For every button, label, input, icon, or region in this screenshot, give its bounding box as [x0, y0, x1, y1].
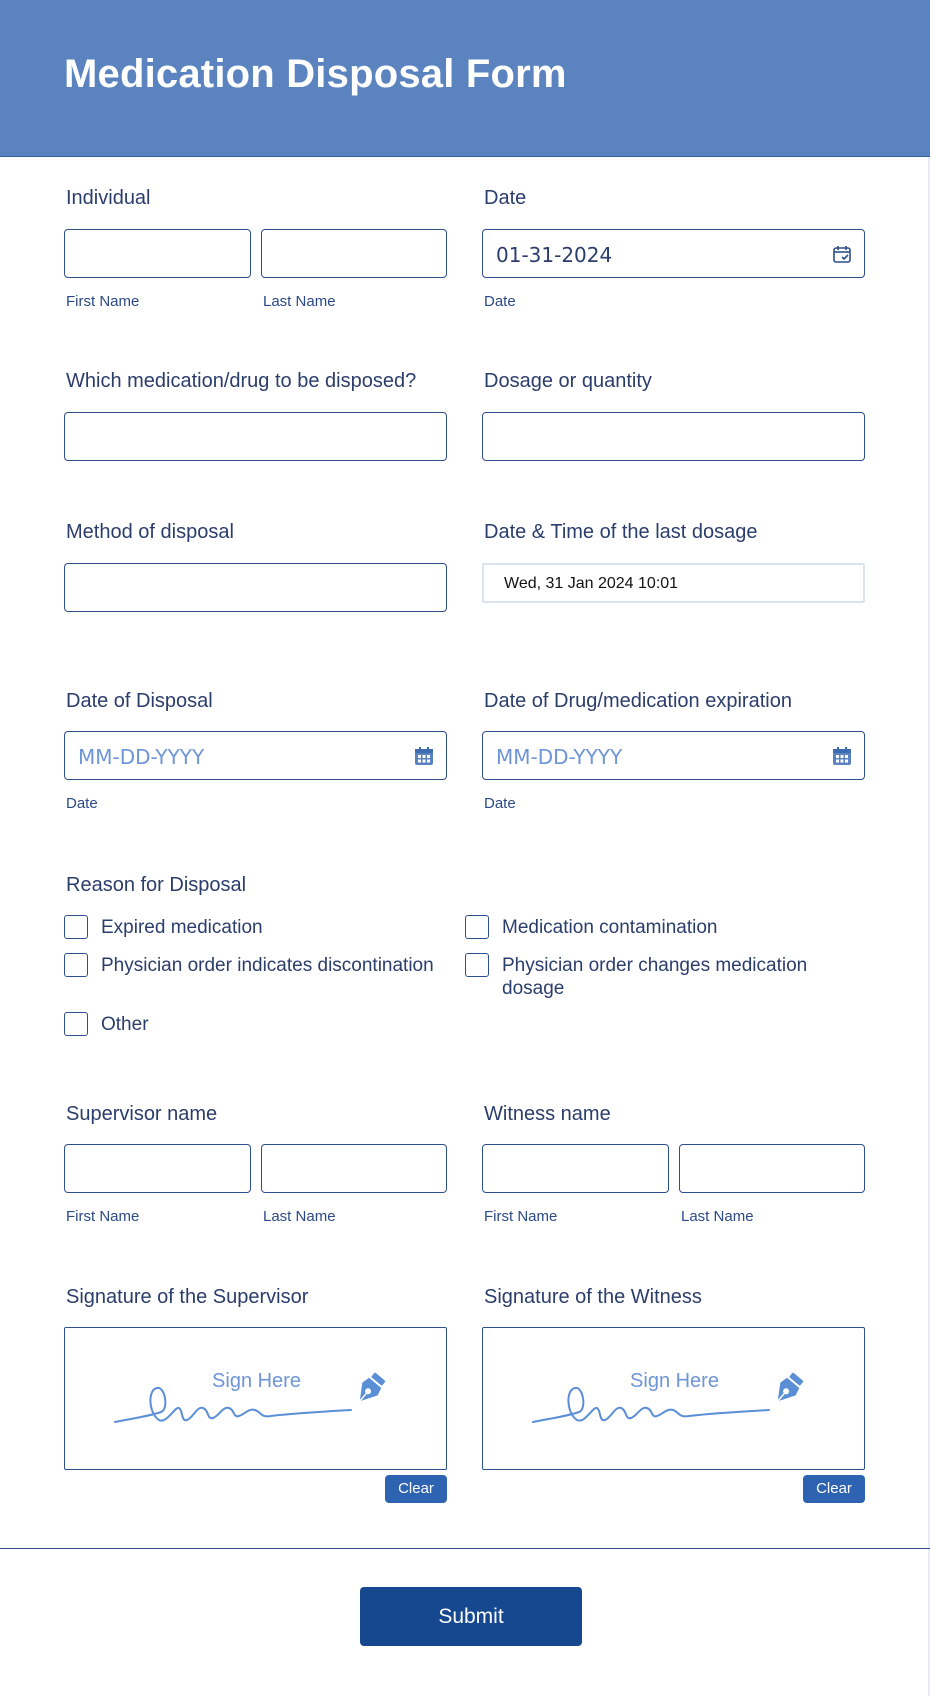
method-label: Method of disposal — [66, 521, 234, 543]
supervisor-signature-pad[interactable] — [64, 1327, 447, 1470]
last-dosage-label: Date & Time of the last dosage — [484, 521, 758, 543]
reason-checkbox-expired[interactable] — [64, 915, 88, 939]
witness-first-name-sublabel: First Name — [484, 1208, 558, 1225]
disposal-date-input[interactable] — [64, 731, 447, 780]
medication-input[interactable] — [64, 412, 447, 461]
calendar-icon[interactable] — [832, 746, 852, 766]
individual-label: Individual — [66, 187, 151, 209]
reason-option-label: Expired medication — [101, 917, 263, 938]
expiration-date-placeholder: MM-DD-YYYY — [496, 745, 623, 769]
individual-last-name-input[interactable] — [261, 229, 447, 278]
witness-signature-pad[interactable] — [482, 1327, 865, 1470]
expiration-date-input[interactable] — [482, 731, 865, 780]
reason-option-label: Medication contamination — [502, 917, 718, 938]
date-sublabel: Date — [484, 293, 516, 310]
witness-last-name-input[interactable] — [679, 1144, 865, 1193]
supervisor-signature-clear-button[interactable]: Clear — [385, 1475, 447, 1503]
disposal-date-label: Date of Disposal — [66, 690, 213, 712]
signature-scribble-icon — [65, 1328, 448, 1471]
reason-checkbox-discontination[interactable] — [64, 953, 88, 977]
witness-first-name-input[interactable] — [482, 1144, 669, 1193]
calendar-icon[interactable] — [414, 746, 434, 766]
witness-signature-label: Signature of the Witness — [484, 1286, 702, 1308]
supervisor-last-name-sublabel: Last Name — [263, 1208, 336, 1225]
signature-scribble-icon — [483, 1328, 866, 1471]
reason-checkbox-dosage-change[interactable] — [465, 953, 489, 977]
sign-here-hint: Sign Here — [630, 1370, 719, 1392]
dosage-label: Dosage or quantity — [484, 370, 652, 392]
reason-checkbox-contamination[interactable] — [465, 915, 489, 939]
disposal-date-placeholder: MM-DD-YYYY — [78, 745, 205, 769]
date-label: Date — [484, 187, 527, 209]
disposal-date-sublabel: Date — [66, 795, 98, 812]
reason-label: Reason for Disposal — [66, 874, 247, 896]
supervisor-signature-label: Signature of the Supervisor — [66, 1286, 309, 1308]
form-title: Medication Disposal Form — [64, 52, 567, 96]
witness-signature-clear-button[interactable]: Clear — [803, 1475, 865, 1503]
expiration-date-sublabel: Date — [484, 795, 516, 812]
last-dosage-datetime-input[interactable] — [482, 563, 865, 603]
date-value: 01-31-2024 — [496, 243, 613, 267]
last-dosage-value: Wed, 31 Jan 2024 10:01 — [504, 575, 679, 592]
reason-checkbox-other[interactable] — [64, 1012, 88, 1036]
reason-option-label: Physician order indicates discontination — [101, 955, 434, 976]
expiration-date-label: Date of Drug/medication expiration — [484, 690, 792, 712]
witness-name-label: Witness name — [484, 1103, 611, 1125]
witness-last-name-sublabel: Last Name — [681, 1208, 754, 1225]
supervisor-first-name-input[interactable] — [64, 1144, 251, 1193]
individual-first-name-sublabel: First Name — [66, 293, 140, 310]
supervisor-first-name-sublabel: First Name — [66, 1208, 140, 1225]
method-input[interactable] — [64, 563, 447, 612]
reason-option-label: Physician order changes medication dosage — [502, 955, 808, 999]
sign-here-hint: Sign Here — [212, 1370, 301, 1392]
submit-button[interactable]: Submit — [360, 1587, 582, 1646]
calendar-check-icon[interactable] — [832, 244, 852, 264]
medication-label: Which medication/drug to be disposed? — [66, 370, 417, 392]
form-header — [0, 0, 930, 157]
supervisor-name-label: Supervisor name — [66, 1103, 218, 1125]
dosage-input[interactable] — [482, 412, 865, 461]
reason-option-label: Other — [101, 1014, 149, 1035]
footer-divider — [0, 1548, 930, 1549]
date-input[interactable] — [482, 229, 865, 278]
supervisor-last-name-input[interactable] — [261, 1144, 447, 1193]
individual-first-name-input[interactable] — [64, 229, 251, 278]
individual-last-name-sublabel: Last Name — [263, 293, 336, 310]
